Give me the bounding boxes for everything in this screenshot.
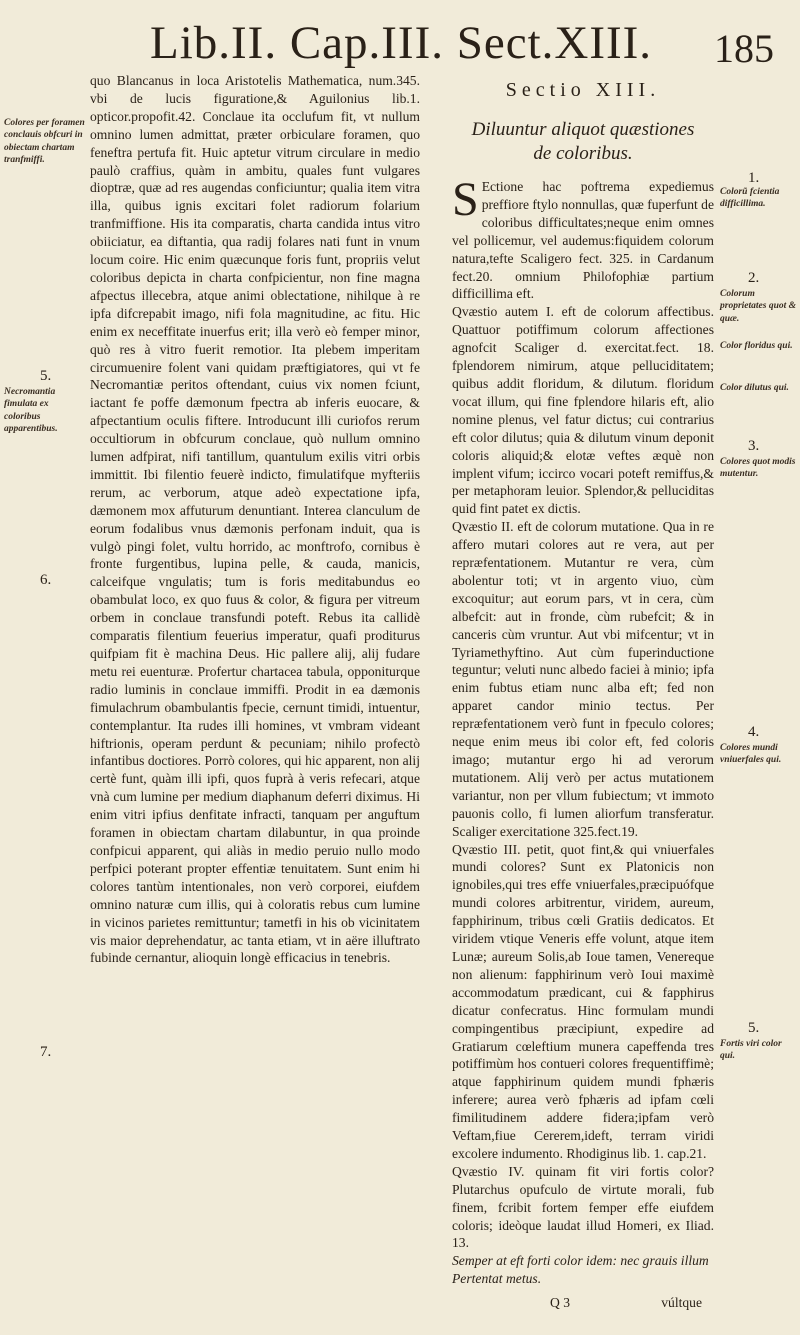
drop-capital: S xyxy=(452,173,479,226)
margin-note-right-1: Colorũ fcientia difficillima. xyxy=(720,187,780,210)
right-paragraph-5: Qvæstio IV. quinam fit viri fortis color? Plutarchus opufculo de virtute morali, fub finem, fcribit fortem femper effe eiufdem coloris; ideòque laudat illud Homeri, ex Iliad. 13. xyxy=(452,1163,714,1251)
running-title: Lib.II. Cap.III. Sect.XIII. xyxy=(150,17,653,69)
margin-number-right-3: 3. xyxy=(748,438,760,454)
margin-note-right-2: Colorum proprietates quot & quæ. xyxy=(720,289,797,324)
page-number: 185 xyxy=(714,26,774,71)
right-column xyxy=(452,72,714,1314)
margin-number-right-4: 4. xyxy=(748,724,760,740)
margin-note-right-3: Color floridus qui. xyxy=(720,341,793,351)
margin-number-right-2: 2. xyxy=(748,270,760,286)
right-paragraph-3: Qvæstio II. eft de colorum mutatione. Qua in re affero mutari colores aut re vera, aut per repræfentationem. Mutantur re vera, cùm abolentur toti; vt in argento viuo, cùm excoquitur; aut eorum pars, vt in cera, cùm albefcit: aut in fronde, cùm rubefcit; & in canceris cùm vruntur. Aut vbi mifcentur; vt in Tyriamethyftino. Aut cùm fuperinductione teguntur; veluti nunc albedo faciei à minio; ipfa enim fubtus etiam nunc alba eft; fed non apparet candor minio tectus. Per repræfentationem verò funt in fpeculo colores; neque enim meus ibi color eft, fed coloris imago; mutantur ergo hi ad verorum mutationem. Alij verò per actus mutationem variantur, non per vllum fubiectum; vt immoto pauonis collo, fi lumen aliorfum transferatur. Scaliger exercitatione 325.fect.19. xyxy=(452,519,714,839)
margin-note-left-1: Colores per foramen conclauis obfcuri in obiectam chartam tranfmiffi. xyxy=(4,118,85,165)
right-paragraph-1-text: Ectione hac poftrema expediemus preffiore ftylo nonnullas, quæ fuperfunt de coloribus difficultates;neque enim omnes vel pollicemur, vel audemus:fiquidem colorum natura,tefte Scaligero fect. 325. in Cardanum fect.20. omnium Philofophiæ partium difficillima eft. xyxy=(452,179,714,302)
verse-line-1: Semper at eft forti color idem: nec grauis illum xyxy=(452,1253,709,1269)
margin-note-right-6: Colores mundi vniuerfales qui. xyxy=(720,743,782,766)
left-column xyxy=(90,72,420,967)
margin-note-right-5: Colores quot modis mutentur. xyxy=(720,457,796,480)
verse-line-2: Pertentat metus. xyxy=(452,1270,542,1286)
margin-number-right-1: 1. xyxy=(748,170,760,186)
section-heading: Sectio XIII. xyxy=(505,79,661,101)
signature-mark: Q 3 xyxy=(550,1294,571,1310)
margin-number-left-5: 5. xyxy=(40,368,52,384)
margin-note-right-4: Color dilutus qui. xyxy=(720,383,789,393)
right-paragraph-4: Qvæstio III. petit, quot fint,& qui vniuerfales mundi colores? Sunt ex Platonicis non ignobiles,qui tres effe vniuerfales,præcipuófque mundi colores arbitrentur, viridem, aureum, fapphirinum, tribus cœli Gratiis dedicatos. Et viridem vtique Veneris effe volunt, atque item Lunæ; aureum Solis,ab Ioue tamen, Venereque non alienum: fapphirinum verò Ioui maximè accommodatum prædicant, cui & fapphirus dicatur confecratus. Hinc formulam mundi compingentibus præcipiunt, expedire ad Gratiarum cœleftium munera capeffenda tres potiffimùm hos contueri colores frequentiffimè; atque fapphirinum quidem mundi fphæris inferere; aurea verò fphæris ad ipfam cœli fimilitudinem addere fidera;ipfam verò Veftam,fiue Cererem,ideft, terram viridi excolere indumento. Rhodiginus lib. 1. cap.21. xyxy=(452,841,714,1161)
catchword: vúltque xyxy=(661,1294,702,1310)
left-paragraph: quo Blancanus in loca Aristotelis Mathematica, num.345. vbi de lucis figuratione,& Aguilonius lib.1. opticor.propofit.42. Conclaue ita occlufum fit, vt nullum omnino lumen admittat, præter orbiculare foramen, quo feneftra pertufa fit. Huic aptetur vitrum circulare in medio paulò craffius, quàm in ambitu, quales funt vulgares dioptræ, quæ ad res augendas conficiuntur; qualia item vitra illa, quibus ignis excitari folet radiorum folarium tranfmiffione. His ita comparatis, charta candida intus vitro obiiciatur, ea diftantia, qua radij folares nati funt in vnum locum coire. Hic enim quæcunque foris funt, propriis velut coloribus depicta in charta confpicientur, non fine magna afpectus illecebra, atque animi oblectatione, nihilque à re ipfa difcrepabit imago, nifi fola magnitudine, ac fitu. Hic enim ex neceffitate inuerfus erit; illa verò eò femper minor, quò res à vitro fuerit remotior. Ita plebem imperitam circumuenire folent vani quidam præftigiatores, qui vt fe Necromantiæ peritos oftendant, cuius vix nomen fciunt, iactant fe poffe dæmonum fpectra ab inferis euocare, & afpectantium oculis fiftere. Introducunt illi curiofos rerum occultiorum in obfcurum conclaue, quò nullum omnino lumen adfpirat, nifi tantillum, quantulum exilis vitri orbis immittit. Ibi filentio feuerè indicto, fimulatifque myfteriis rerum, ac verborum, atque adeò expectatione ipfa, dæmonem mox affuturum denuntiant. Interea clanculum de eorum fodalibus vnus dæmonis perfonam induit, qua is vulgò pingi folet, vultu horrido, ac monftrofo, cornibus è fronte furgentibus, lupina pelle, & cauda, manicis, calceifque vngulatis; tum is foris meditabundus eo obambulat loco, ex quo fuus & color, & figura per vitreum orbem in conclaue transfundi poteft. Rebus ita callidè comparatis filentium feuerius imperatur, quafi proditurus quifpiam fit è machina Deus. Hic pallere alij, alij fudare metu rei euenturæ. Profertur chartacea tabula, opponiturque radio luminis in conclaue immiffi. Prodit in ea dæmonis fimulachrum obambulantis fpecie, cernunt timidi, intuentur, contemplantur. Ita rudes illi homines, vt vmbram videant hiftrionis, operam perdunt & pecuniam; nihilo profectò infantibus doctiores. Porrò colores, qui hic apparent, non alij certè funt, quàm illi ipfi, quos fuprà à veris refecari, atque vnà cum lumine per medium diaphanum deferri diximus. Hi enim vitri ipfius denfitate infracti, tanquam per anguftum foramen in obiectam chartam dilabuntur, in qua proinde confpicui apparent, qui aliàs in medio peruio nullo modo perfpici poterant propter effentiæ tenuitatem. Sunt enim hi colores tantùm intentionales, non verò corporei, eiufdem omnino naturæ cum illis, qui à coloratis rebus cum lumine in vicinos parietes remittuntur; tametfi in his ob vicinitatem vis maior deprehendatur, ac tanta etiam, vt in aëre illuftrato fubinde cernantur, alioquin longè efficacius in tenebris. xyxy=(90,73,420,966)
margin-number-right-5: 5. xyxy=(748,1020,760,1036)
margin-note-left-2: Necromantia fimulata ex coloribus apparentibus. xyxy=(4,387,58,434)
page-footer xyxy=(452,1294,714,1314)
margin-number-left-6: 6. xyxy=(40,572,52,588)
right-paragraph-2: Qvæstio autem I. eft de colorum affectibus. Quattuor potiffimum colorum affectiones agnofcit Scaliger d. exercitat.fect. 18. fplendorem nimirum, atque pelluciditatem; quibus addit floridum, & dilutum. floridum vocat illum, qui fine fplendore hilaris eft, alio nomine plenus, vel fatur dictus; cui contrarius eft color dilutus; quia & dilutum vinum deponit coloris aliquid;& elotæ veftes æquè non implent vifum; iccirco vocari poteft remiffus,& per metaphoram leuior. Splendor,& pelluciditas quid fint patet ex dictis. xyxy=(452,304,714,517)
right-paragraph-1 xyxy=(452,173,714,303)
margin-number-left-7: 7. xyxy=(40,1044,52,1060)
page-header xyxy=(0,10,800,72)
section-subtitle: Diluuntur aliquot quæstiones de coloribus. xyxy=(471,119,695,164)
margin-note-right-7: Fortis viri color qui. xyxy=(720,1039,782,1062)
